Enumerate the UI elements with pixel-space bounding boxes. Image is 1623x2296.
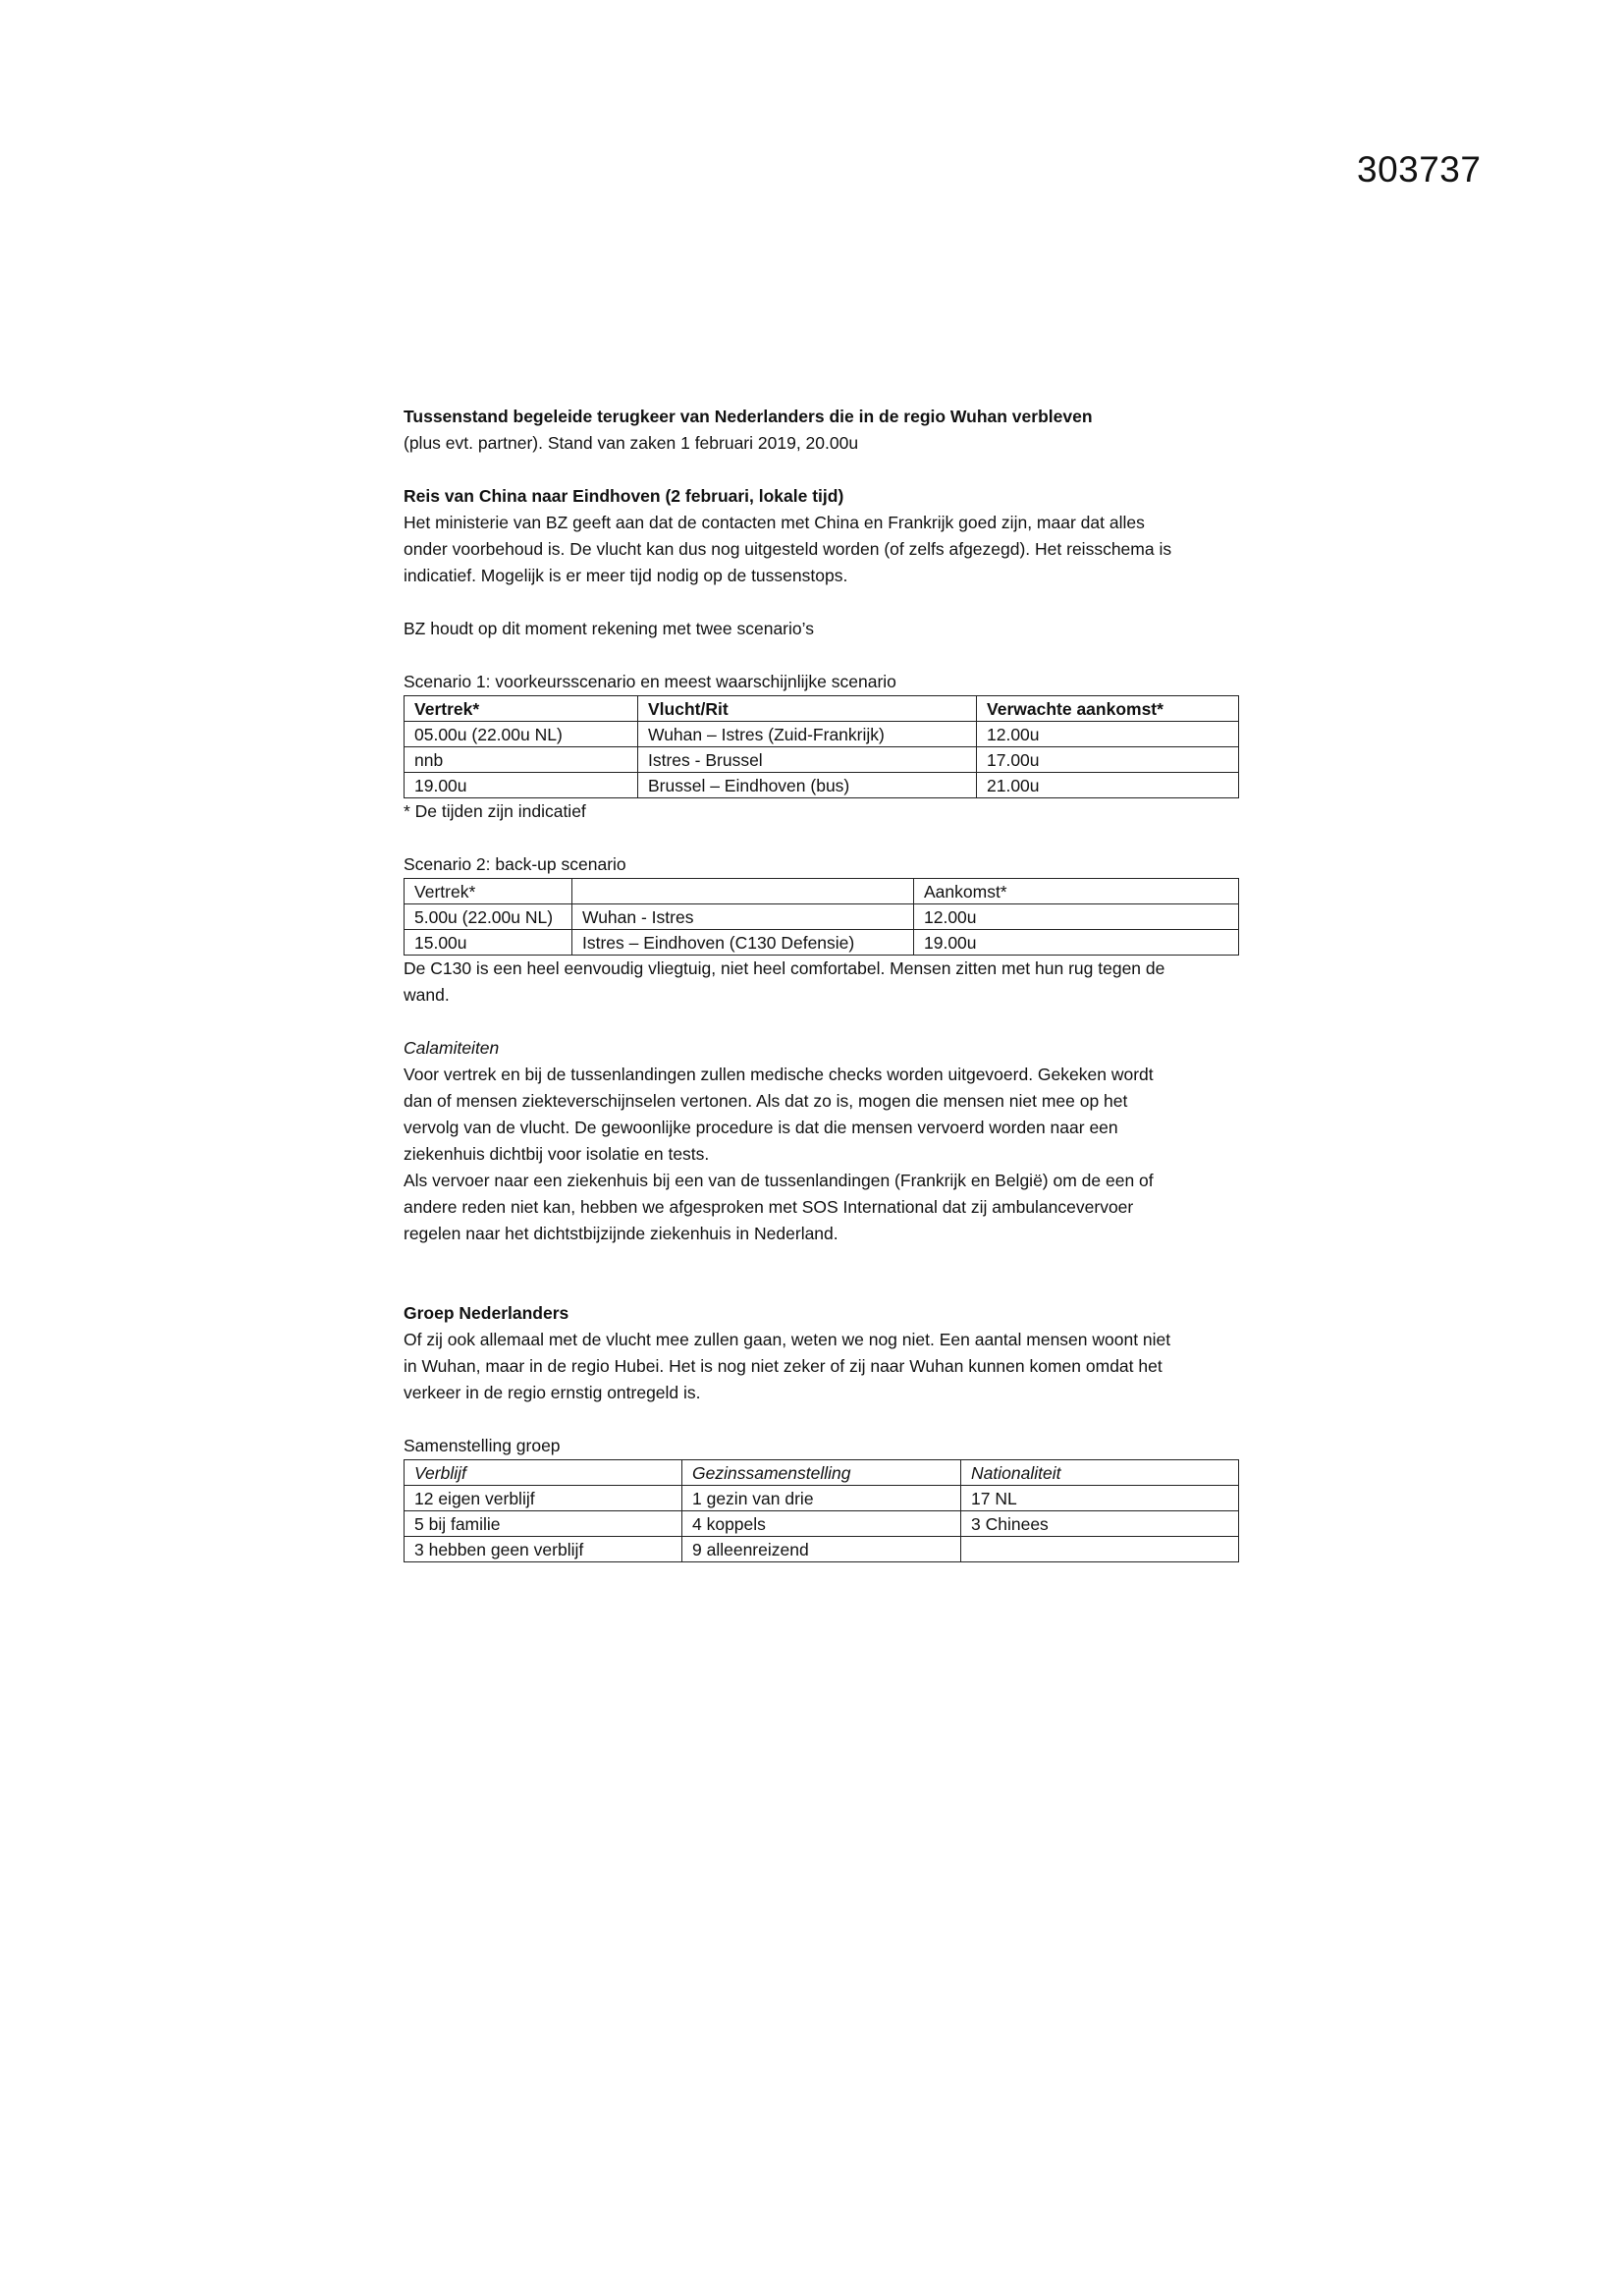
table-row: [405, 773, 1239, 798]
table-row: [405, 1486, 1239, 1511]
table-cell: 12 eigen verblijf: [405, 1486, 682, 1511]
scenario1-table: [404, 695, 1239, 798]
table-cell: 12.00u: [977, 722, 1239, 747]
calamities-heading: Calamiteiten: [404, 1038, 500, 1058]
table-header-row: [405, 1460, 1239, 1486]
calamities-line: Als vervoer naar een ziekenhuis bij een van de tussenlandingen (Frankrijk en België) om de een of: [404, 1171, 1154, 1190]
table-header-cell: [572, 879, 914, 904]
table-cell: 5.00u (22.00u NL): [405, 904, 572, 930]
table-row: [405, 1511, 1239, 1537]
scenario2-note: De C130 is een heel eenvoudig vliegtuig, niet heel comfortabel. Mensen zitten met hun rug tegen de: [404, 958, 1165, 978]
scenario2-note: wand.: [404, 985, 450, 1005]
table-header-cell: Vertrek*: [405, 696, 638, 722]
travel-line: indicatief. Mogelijk is er meer tijd nodig op de tussenstops.: [404, 566, 848, 585]
table-cell: 5 bij familie: [405, 1511, 682, 1537]
table-cell: 9 alleenreizend: [682, 1537, 961, 1562]
table-cell: 3 Chinees: [961, 1511, 1239, 1537]
table-header-cell: Nationaliteit: [961, 1460, 1239, 1486]
document-number: 303737: [1357, 149, 1482, 190]
group-table-caption: Samenstelling groep: [404, 1436, 561, 1455]
scenario1-footnote: * De tijden zijn indicatief: [404, 801, 586, 821]
table-cell: Istres – Eindhoven (C130 Defensie): [572, 930, 914, 956]
table-cell: 15.00u: [405, 930, 572, 956]
table-cell: 19.00u: [405, 773, 638, 798]
table-cell: 19.00u: [914, 930, 1239, 956]
travel-line: onder voorbehoud is. De vlucht kan dus nog uitgesteld worden (of zelfs afgezegd). Het reisschema is: [404, 539, 1172, 559]
table-header-cell: Vertrek*: [405, 879, 572, 904]
table-cell: 17.00u: [977, 747, 1239, 773]
group-line: verkeer in de regio ernstig ontregeld is.: [404, 1383, 701, 1402]
scenario1-caption: Scenario 1: voorkeursscenario en meest waarschijnlijke scenario: [404, 672, 896, 691]
table-header-cell: Gezinssamenstelling: [682, 1460, 961, 1486]
table-cell: 21.00u: [977, 773, 1239, 798]
table-header-cell: Verblijf: [405, 1460, 682, 1486]
table-cell: 1 gezin van drie: [682, 1486, 961, 1511]
group-line: in Wuhan, maar in de regio Hubei. Het is nog niet zeker of zij naar Wuhan kunnen komen omdat het: [404, 1356, 1163, 1376]
table-cell: 17 NL: [961, 1486, 1239, 1511]
table-row: [405, 904, 1239, 930]
calamities-line: regelen naar het dichtstbijzijnde ziekenhuis in Nederland.: [404, 1224, 839, 1243]
scenario2-caption: Scenario 2: back-up scenario: [404, 854, 626, 874]
travel-line: Het ministerie van BZ geeft aan dat de contacten met China en Frankrijk goed zijn, maar dat alles: [404, 513, 1145, 532]
calamities-line: Voor vertrek en bij de tussenlandingen zullen medische checks worden uitgevoerd. Gekeken wordt: [404, 1065, 1154, 1084]
table-cell: 05.00u (22.00u NL): [405, 722, 638, 747]
calamities-line: andere reden niet kan, hebben we afgesproken met SOS International dat zij ambulancevervoer: [404, 1197, 1134, 1217]
document-subtitle: (plus evt. partner). Stand van zaken 1 februari 2019, 20.00u: [404, 433, 859, 453]
scenarios-intro: BZ houdt op dit moment rekening met twee scenario’s: [404, 619, 814, 638]
document-body: [404, 404, 1238, 1562]
table-cell: Istres - Brussel: [638, 747, 977, 773]
table-cell: nnb: [405, 747, 638, 773]
table-cell: 3 hebben geen verblijf: [405, 1537, 682, 1562]
table-cell: Wuhan – Istres (Zuid-Frankrijk): [638, 722, 977, 747]
table-header-row: [405, 879, 1239, 904]
table-cell: Wuhan - Istres: [572, 904, 914, 930]
group-table: [404, 1459, 1239, 1562]
calamities-line: ziekenhuis dichtbij voor isolatie en tests.: [404, 1144, 710, 1164]
calamities-line: dan of mensen ziekteverschijnselen vertonen. Als dat zo is, mogen die mensen niet mee op het: [404, 1091, 1128, 1111]
group-line: Of zij ook allemaal met de vlucht mee zullen gaan, weten we nog niet. Een aantal mensen woont niet: [404, 1330, 1171, 1349]
table-cell: [961, 1537, 1239, 1562]
calamities-line: vervolg van de vlucht. De gewoonlijke procedure is dat die mensen vervoerd worden naar een: [404, 1118, 1118, 1137]
table-cell: 4 koppels: [682, 1511, 961, 1537]
table-row: [405, 722, 1239, 747]
scenario2-table: [404, 878, 1239, 956]
document-title: Tussenstand begeleide terugkeer van Nederlanders die in de regio Wuhan verbleven: [404, 407, 1093, 426]
table-row: [405, 747, 1239, 773]
table-header-cell: Aankomst*: [914, 879, 1239, 904]
table-header-cell: Vlucht/Rit: [638, 696, 977, 722]
table-cell: Brussel – Eindhoven (bus): [638, 773, 977, 798]
group-heading: Groep Nederlanders: [404, 1303, 569, 1323]
table-header-cell: Verwachte aankomst*: [977, 696, 1239, 722]
table-row: [405, 1537, 1239, 1562]
table-cell: 12.00u: [914, 904, 1239, 930]
table-row: [405, 930, 1239, 956]
table-header-row: [405, 696, 1239, 722]
travel-heading: Reis van China naar Eindhoven (2 februari, lokale tijd): [404, 486, 844, 506]
